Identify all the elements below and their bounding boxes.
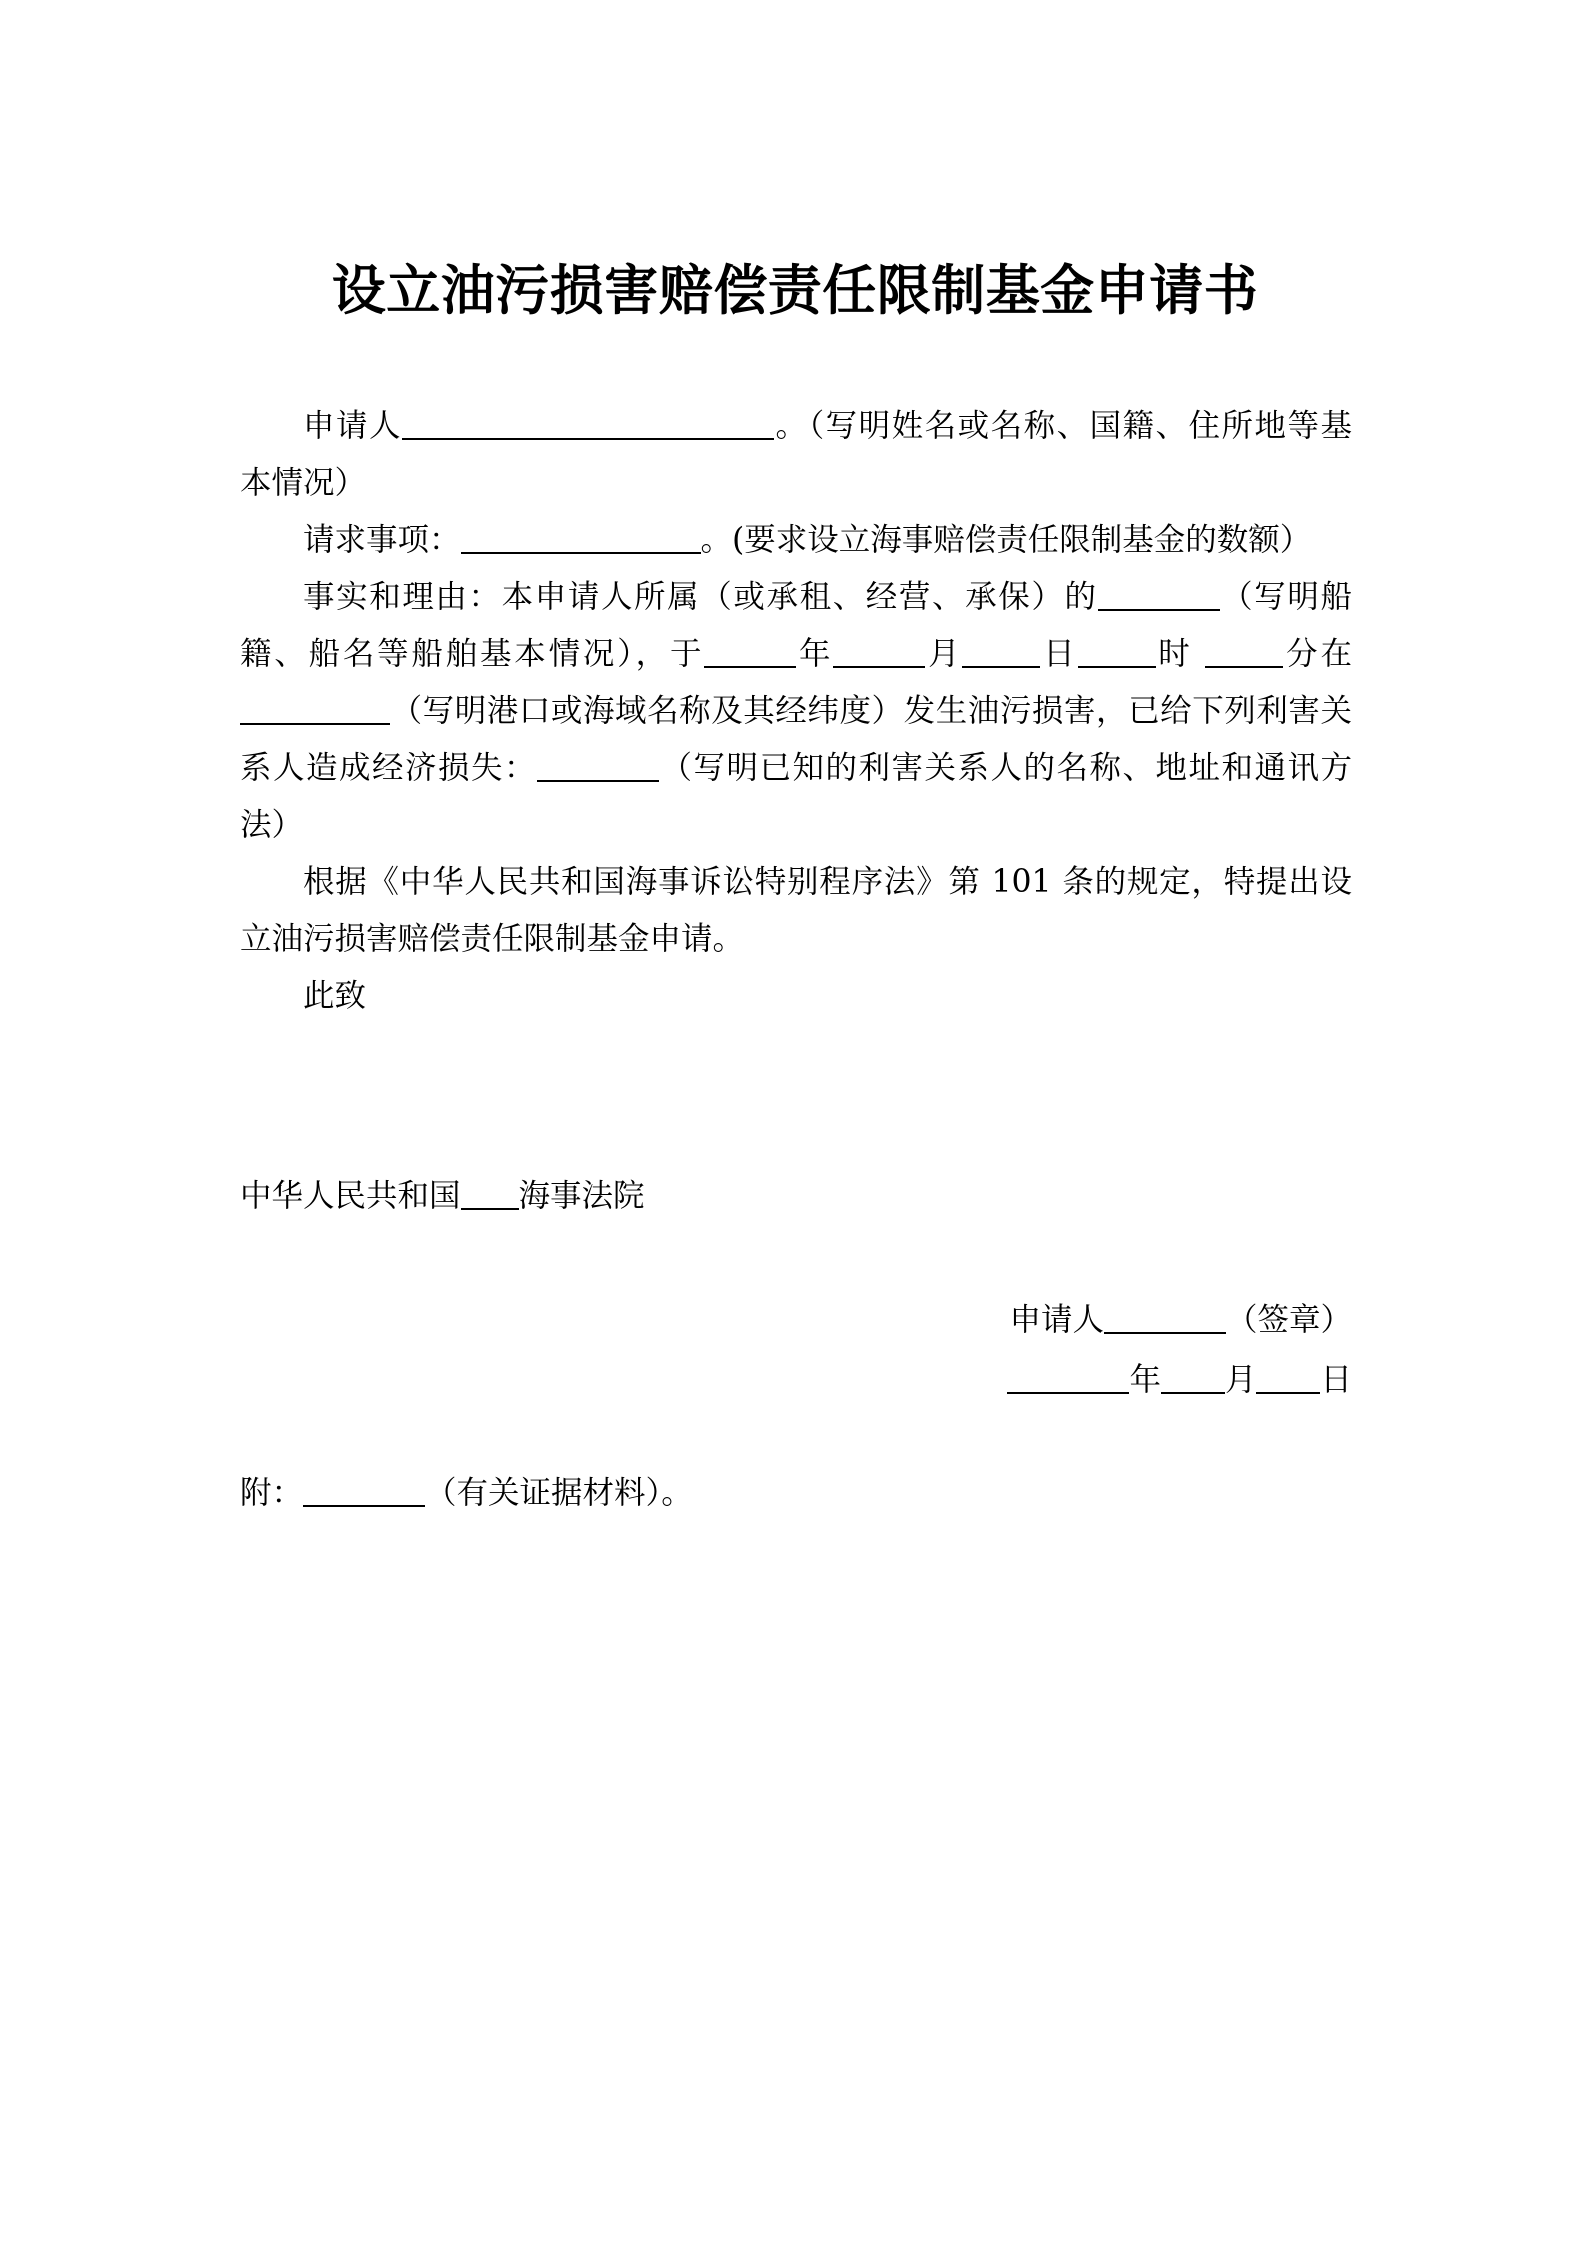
date-day-blank[interactable]	[1256, 1364, 1320, 1394]
facts-day: 日	[1040, 636, 1078, 672]
signature-applicant-line	[240, 1290, 1352, 1350]
signature-block	[240, 1290, 1352, 1410]
claim-note: 。(要求设立海事赔偿责任限制基金的数额）	[700, 522, 1312, 558]
applicant-note: 。（写明姓名或名称、国籍、住所地等基本情况）	[240, 408, 1352, 501]
year-blank[interactable]	[704, 638, 796, 668]
paragraph-facts	[240, 569, 1352, 854]
paragraph-claim	[240, 512, 1352, 569]
court-prefix: 中华人民共和国	[240, 1178, 461, 1214]
facts-minute: 分在	[1283, 636, 1352, 672]
salutation-text: 此致	[303, 978, 367, 1014]
signature-blank[interactable]	[1104, 1304, 1226, 1334]
date-day-label: 日	[1320, 1362, 1352, 1398]
signature-applicant-label: 申请人	[1009, 1302, 1104, 1338]
date-year-blank[interactable]	[1007, 1364, 1129, 1394]
facts-hour: 时	[1155, 636, 1193, 672]
hour-blank[interactable]	[1078, 638, 1156, 668]
date-month-label: 月	[1224, 1362, 1257, 1398]
signature-date-line	[240, 1350, 1352, 1410]
paragraph-salutation	[240, 968, 1352, 1025]
claim-amount-blank[interactable]	[461, 524, 701, 554]
date-month-blank[interactable]	[1161, 1364, 1225, 1394]
attachment-line	[240, 1465, 693, 1522]
date-year-label: 年	[1129, 1362, 1161, 1398]
ship-blank[interactable]	[1098, 581, 1220, 611]
signature-seal-note: （签章）	[1225, 1302, 1352, 1338]
paragraph-applicant	[240, 398, 1352, 512]
place-blank[interactable]	[240, 695, 390, 725]
attachment-label: 附：	[240, 1475, 304, 1511]
facts-year: 年	[796, 636, 834, 672]
attachment-note: （有关证据材料）。	[425, 1475, 693, 1511]
court-line	[240, 1168, 645, 1225]
day-blank[interactable]	[962, 638, 1040, 668]
claim-label: 请求事项：	[303, 522, 461, 558]
facts-place-note: （写明港口或海域名称及其经纬度）发生油污损害，已给下列利害关系人造成经济损失：	[240, 693, 1352, 786]
facts-lead: 事实和理由：本申请人所属（或承租、经营、承保）的	[303, 579, 1098, 615]
facts-month: 月	[925, 636, 963, 672]
facts-party-note: （写明已知的利害关系人的名称、地址和通讯方法）	[240, 750, 1352, 843]
document-body	[240, 398, 1352, 1025]
facts-ship-note: （写明船籍、船名等船舶基本情况），于	[240, 579, 1352, 672]
applicant-blank[interactable]	[402, 410, 774, 440]
minute-blank[interactable]	[1205, 638, 1283, 668]
legal-basis-prefix: 根据《中华人民共和国海事诉讼特别程序法》第	[303, 864, 992, 900]
applicant-label: 申请人	[303, 408, 402, 444]
month-blank[interactable]	[833, 638, 925, 668]
party-blank[interactable]	[537, 752, 659, 782]
paragraph-legal-basis	[240, 854, 1352, 968]
legal-basis-article: 101	[991, 864, 1052, 900]
attachment-blank[interactable]	[303, 1477, 425, 1507]
court-name-blank[interactable]	[461, 1180, 519, 1210]
court-suffix: 海事法院	[518, 1178, 645, 1214]
legal-basis-suffix: 条的规定，特提出设立油污损害赔偿责任限制基金申请。	[240, 864, 1352, 957]
page-title: 设立油污损害赔偿责任限制基金申请书	[331, 259, 1259, 322]
